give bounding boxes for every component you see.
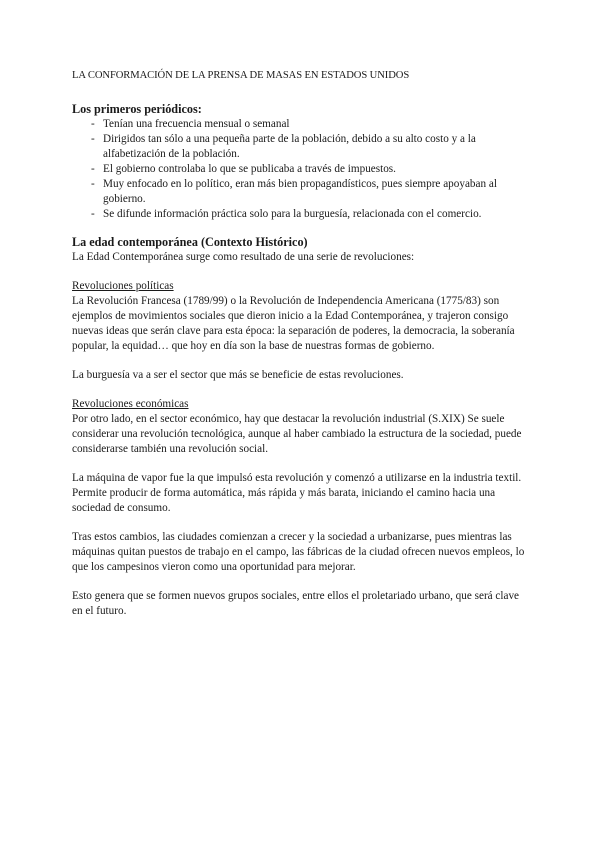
list-item-text: Dirigidos tan sólo a una pequeña parte de la población, debido a su alto costo y a la alfabetización de la población. [103, 133, 476, 160]
list-item [72, 132, 532, 162]
paragraph: Esto genera que se formen nuevos grupos sociales, entre ellos el proletariado urbano, que será clave en el futuro. [72, 590, 520, 617]
paragraph: La Revolución Francesa (1789/99) o la Revolución de Independencia Americana (1775/83) son ejemplos de movimientos sociales que dieron inicio a la Edad Contemporánea, y trajeron consigo nuevas ideas que serán clave para esta época: la separación de poderes, la democracia, la soberanía popular, la equidad… que hoy en día son la base de nuestras formas de gobierno. [72, 295, 515, 352]
paragraph: La máquina de vapor fue la que impulsó esta revolución y comenzó a utilizarse en la industria textil. Permite producir de forma automática, más rápida y más barata, iniciando el camino hacia una sociedad de consumo. [72, 472, 522, 514]
primeros-periodicos-list [72, 117, 532, 222]
list-item [72, 177, 532, 207]
list-item [72, 117, 532, 132]
document-page [72, 68, 532, 633]
list-item [72, 162, 532, 177]
dash-bullet: - [91, 208, 95, 220]
document-title: LA CONFORMACIÓN DE LA PRENSA DE MASAS EN ESTADOS UNIDOS [72, 70, 410, 81]
paragraph: La burguesía va a ser el sector que más se beneficie de estas revoluciones. [72, 369, 404, 381]
dash-bullet: - [91, 118, 95, 130]
list-item-text: Se difunde información práctica solo para la burguesía, relacionada con el comercio. [103, 208, 482, 220]
list-item-text: Muy enfocado en lo político, eran más bien propagandísticos, pues siempre apoyaban al gobierno. [103, 178, 497, 205]
section-heading-primeros-periodicos: Los primeros periódicos: [72, 102, 202, 116]
paragraph: Tras estos cambios, las ciudades comienzan a crecer y la sociedad a urbanizarse, pues mientras las máquinas quitan puestos de trabajo en el campo, las fábricas de la ciudad ofrecen nuevos empleos, lo que los campesinos vieron como una oportunidad para mejorar. [72, 531, 525, 573]
paragraph: Por otro lado, en el sector económico, hay que destacar la revolución industrial (S.XIX) Se suele considerar una revolución tecnológica, aunque al haber cambiado la estructura de la sociedad, puede considerarse también una revolución social. [72, 413, 522, 455]
list-item-text: El gobierno controlaba lo que se publicaba a través de impuestos. [103, 163, 396, 175]
list-item [72, 207, 532, 222]
subheading-revoluciones-economicas: Revoluciones económicas [72, 398, 189, 410]
subheading-revoluciones-politicas: Revoluciones políticas [72, 280, 174, 292]
dash-bullet: - [91, 133, 95, 145]
list-item-text: Tenían una frecuencia mensual o semanal [103, 118, 290, 130]
section-heading-edad-contemporanea: La edad contemporánea (Contexto Histórico) [72, 235, 308, 249]
dash-bullet: - [91, 163, 95, 175]
dash-bullet: - [91, 178, 95, 190]
section-intro: La Edad Contemporánea surge como resultado de una serie de revoluciones: [72, 251, 415, 263]
